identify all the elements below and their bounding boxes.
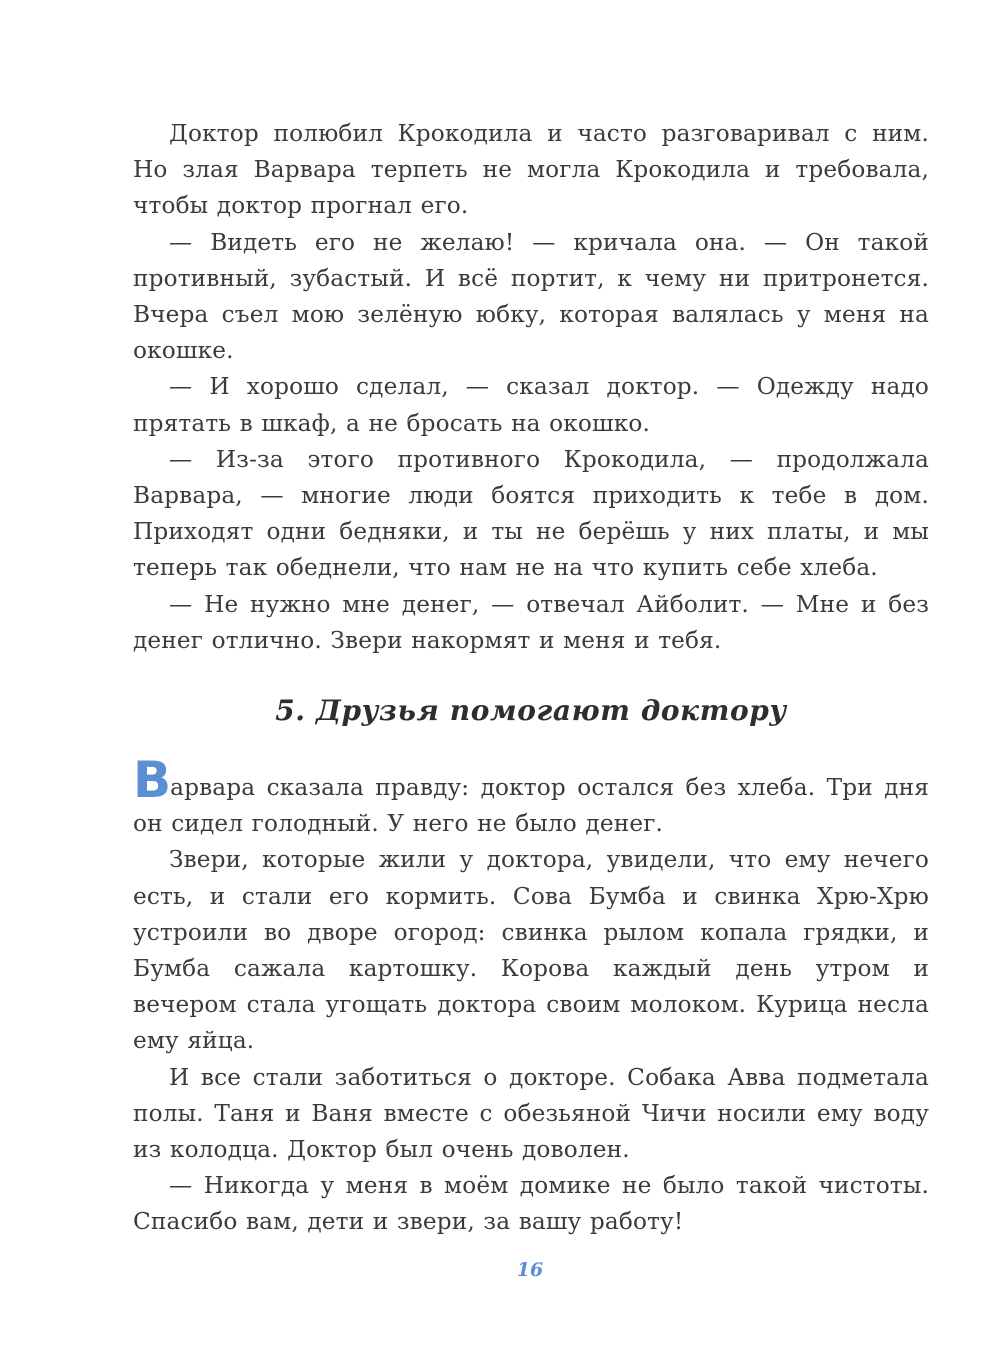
paragraph-with-dropcap <box>133 751 929 842</box>
section-2-text <box>133 751 929 1241</box>
paragraph-rest: арвара сказала правду: доктор остался без хлеба. Три дня он сидел голодный. У него не было денег. <box>133 774 929 838</box>
section-heading: 5. Друзья помогают доктору <box>275 694 787 727</box>
paragraph: — Из-за этого противного Крокодила, — продолжала Варвара, — многие люди боятся приходить к тебе в дом. Приходят одни бедняки, и ты не берёшь у них платы, и мы теперь так обеднели, что нам не на что купить себе хлеба. <box>133 445 929 582</box>
paragraph: — И хорошо сделал, — сказал доктор. — Одежду надо прятать в шкаф, а не бросать на окошко. <box>133 373 929 437</box>
page-number: 16 <box>516 1259 544 1281</box>
paragraph: — Не нужно мне денег, — отвечал Айболит. — Мне и без денег отлично. Звери накормят и меня и тебя. <box>133 590 929 654</box>
paragraph: — Никогда у меня в моём домике не было такой чистоты. Спасибо вам, дети и звери, за вашу работу! <box>133 1172 929 1236</box>
drop-cap-letter: В <box>133 751 171 809</box>
paragraph: Доктор полюбил Крокодила и часто разговаривал с ним. Но злая Варвара терпеть не могла Крокодила и требовала, чтобы доктор прогнал его. <box>133 120 929 220</box>
section-1-text <box>133 116 929 659</box>
paragraph: И все стали заботиться о докторе. Собака Авва подметала полы. Таня и Ваня вместе с обезьяной Чичи носили ему воду из колодца. Доктор был очень доволен. <box>133 1063 929 1164</box>
paragraph: Звери, которые жили у доктора, увидели, что ему нечего есть, и стали его кормить. Сова Бумба и свинка Хрю-Хрю устроили во дворе огород: свинка рылом копала грядки, и Бумба сажала картошку. Корова каждый день утром и вечером стала угощать доктора своим молоком. Курица несла ему яйца. <box>133 846 929 1055</box>
paragraph: — Видеть его не желаю! — кричала она. — Он такой противный, зубастый. И всё портит, к чему ни притронется. Вчера съел мою зелёную юбку, которая валялась у меня на окошке. <box>133 228 929 365</box>
